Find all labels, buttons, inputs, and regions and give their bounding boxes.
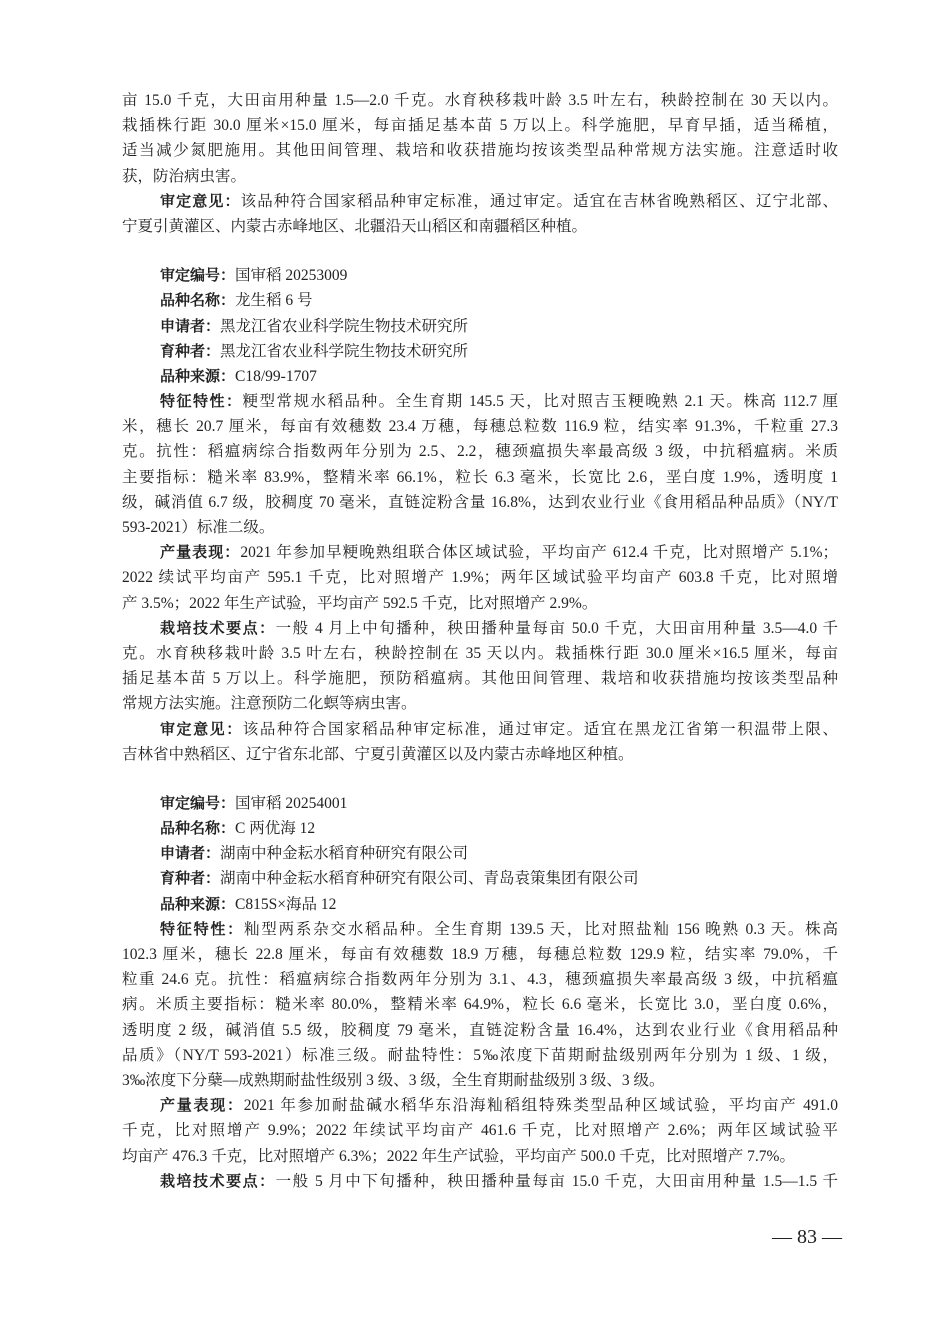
line-text: 该品种符合国家稻品种审定标准，通过审定。适宜在黑龙江省第一积温带上限、 xyxy=(242,720,838,738)
line-text: 病。米质主要指标：糙米率 80.0%，整精米率 64.9%，粒长 6.6 毫米，长宽比 3.0，垩白度 0.6%， xyxy=(122,996,838,1014)
text-line xyxy=(122,164,838,189)
field-label: 申请者： xyxy=(160,844,221,863)
paragraph xyxy=(122,88,838,189)
line-text: 千克，比对照增产 9.9%；2022 年续试平均亩产 461.6 千克，比对照增产 2.6%；两年区域试验平 xyxy=(122,1122,838,1140)
field-value: C18/99-1707 xyxy=(235,367,317,385)
line-text: 米，穗长 20.7 厘米，每亩有效穗数 23.4 万穗，每穗总粒数 116.9 粒，结实率 91.3%，千粒重 27.3 xyxy=(122,418,838,436)
text-line xyxy=(122,591,838,616)
field-value: 湖南中种金耘水稻育种研究有限公司、青岛袁策集团有限公司 xyxy=(220,870,639,888)
text-line xyxy=(122,515,838,540)
field-value: 国审稻 20254001 xyxy=(235,794,348,812)
info-field xyxy=(122,288,838,313)
line-text: 一般 5 月中下旬播种，秧田播种量每亩 15.0 千克，大田亩用种量 1.5—1.5 千 xyxy=(275,1172,838,1190)
line-text: 一般 4 月上中旬播种，秧田播种量每亩 50.0 千克，大田亩用种量 3.5—4.0 千 xyxy=(275,619,838,637)
text-line xyxy=(122,214,838,239)
field-label: 育种者： xyxy=(160,869,221,888)
text-line xyxy=(122,389,838,414)
text-line xyxy=(122,666,838,691)
line-text: 593-2021）标准二级。 xyxy=(122,519,275,536)
paragraph xyxy=(122,189,838,239)
text-line xyxy=(122,742,838,767)
line-text: 吉林省中熟稻区、辽宁省东北部、宁夏引黄灌区以及内蒙古赤峰地区种植。 xyxy=(122,745,634,763)
line-text: 透明度 2 级，碱消值 5.5 级，胶稠度 79 毫米，直链淀粉含量 16.4%，达到农业行业《食用稻品种 xyxy=(122,1021,838,1039)
paragraph-label: 产量表现： xyxy=(160,543,241,562)
line-text: 克。抗性：稻瘟病综合指数两年分别为 2.5、2.2，穗颈瘟损失率最高级 3 级，中抗稻瘟病。米质 xyxy=(122,443,838,461)
info-field xyxy=(122,816,838,841)
info-field xyxy=(122,791,838,816)
text-line xyxy=(122,565,838,590)
paragraph-label: 特征特性： xyxy=(160,919,244,938)
text-line xyxy=(122,113,838,138)
field-label: 审定编号： xyxy=(160,793,236,812)
field-label: 育种者： xyxy=(160,341,221,360)
paragraph-label: 产量表现： xyxy=(160,1096,244,1115)
text-line xyxy=(122,1068,838,1093)
page-number: — 83 — xyxy=(772,1226,842,1248)
variety-entry xyxy=(122,88,838,239)
info-field xyxy=(122,892,838,917)
line-text: 2021 年参加耐盐碱水稻华东沿海籼稻组特殊类型品种区域试验，平均亩产 491.0 xyxy=(243,1097,838,1115)
line-text: 亩 15.0 千克，大田亩用种量 1.5—2.0 千克。水育秧移栽叶龄 3.5 叶左右，秧龄控制在 30 天以内。 xyxy=(122,92,838,109)
text-line xyxy=(122,641,838,666)
field-label: 品种名称： xyxy=(160,819,236,838)
info-field xyxy=(122,263,838,288)
field-label: 审定编号： xyxy=(160,266,236,285)
text-line xyxy=(122,189,838,214)
document-body xyxy=(122,88,838,1194)
line-text: 主要指标：糙米率 83.9%，整精米率 66.1%，粒长 6.3 毫米，长宽比 2.6，垩白度 1.9%，透明度 1 xyxy=(122,468,838,486)
text-line xyxy=(122,465,838,490)
field-label: 品种来源： xyxy=(160,366,236,385)
paragraph xyxy=(122,917,838,1093)
line-text: 级，碱消值 6.7 级，胶稠度 70 毫米，直链淀粉含量 16.8%，达到农业行业《食用稻品种品质》（NY/T xyxy=(122,493,838,511)
line-text: 均亩产 476.3 千克，比对照增产 6.3%；2022 年生产试验，平均亩产 500.0 千克，比对照增产 7.7%。 xyxy=(122,1147,795,1165)
field-value: 湖南中种金耘水稻育种研究有限公司 xyxy=(220,845,469,863)
line-text: 籼型两系杂交水稻品种。全生育期 139.5 天，比对照盐籼 156 晚熟 0.3 天。株高 xyxy=(243,920,838,938)
line-text: 栽插株行距 30.0 厘米×15.0 厘米，每亩插足基本苗 5 万以上。科学施肥，早育早插，适当稀植， xyxy=(122,117,838,135)
text-line xyxy=(122,88,838,113)
field-label: 品种来源： xyxy=(160,894,236,913)
text-line xyxy=(122,942,838,967)
paragraph xyxy=(122,616,838,717)
line-text: 常规方法实施。注意预防二化螟等病虫害。 xyxy=(122,695,417,713)
text-line xyxy=(122,691,838,716)
variety-entry xyxy=(122,791,838,1194)
info-field xyxy=(122,314,838,339)
paragraph xyxy=(122,389,838,540)
paragraph-label: 审定意见： xyxy=(160,719,243,738)
text-line xyxy=(122,717,838,742)
line-text: 适当减少氮肥施用。其他田间管理、栽培和收获措施均按该类型品种常规方法实施。注意适时收 xyxy=(122,142,838,160)
line-text: 粳型常规水稻品种。全生育期 145.5 天，比对照吉玉粳晚熟 2.1 天。株高 112.7 厘 xyxy=(242,393,838,411)
text-line xyxy=(122,917,838,942)
line-text: 产 3.5%；2022 年生产试验，平均亩产 592.5 千克，比对照增产 2.9%。 xyxy=(122,594,598,612)
field-label: 品种名称： xyxy=(160,291,236,310)
text-line xyxy=(122,490,838,515)
text-line xyxy=(122,540,838,565)
info-field xyxy=(122,364,838,389)
field-value: 黑龙江省农业科学院生物技术研究所 xyxy=(220,342,469,360)
line-text: 2022 续试平均亩产 595.1 千克，比对照增产 1.9%；两年区域试验平均亩产 603.8 千克，比对照增 xyxy=(122,569,838,587)
text-line xyxy=(122,1018,838,1043)
field-value: 黑龙江省农业科学院生物技术研究所 xyxy=(220,317,469,335)
info-field xyxy=(122,866,838,891)
line-text: 插足基本苗 5 万以上。科学施肥，预防稻瘟病。其他田间管理、栽培和收获措施均按该类型品种 xyxy=(122,670,838,688)
paragraph xyxy=(122,1169,838,1194)
paragraph-label: 审定意见： xyxy=(160,191,241,210)
text-line xyxy=(122,1093,838,1118)
line-text: 粒重 24.6 克。抗性：稻瘟病综合指数两年分别为 3.1、4.3，穗颈瘟损失率最高级 3 级，中抗稻瘟 xyxy=(122,971,838,989)
text-line xyxy=(122,616,838,641)
line-text: 品质》（NY/T 593-2021）标准三级。耐盐特性：5‰浓度下苗期耐盐级别两年分别为 1 级、1 级， xyxy=(122,1046,838,1064)
text-line xyxy=(122,992,838,1017)
text-line xyxy=(122,1144,838,1169)
line-text: 该品种符合国家稻品种审定标准，通过审定。适宜在吉林省晚熟稻区、辽宁北部、 xyxy=(240,192,838,210)
variety-entry xyxy=(122,263,838,767)
info-field xyxy=(122,841,838,866)
paragraph-label: 栽培技术要点： xyxy=(160,1171,276,1190)
paragraph-label: 栽培技术要点： xyxy=(160,618,276,637)
field-value: 国审稻 20253009 xyxy=(235,267,348,285)
line-text: 3‰浓度下分蘖—成熟期耐盐性级别 3 级、3 级，全生育期耐盐级别 3 级、3 级。 xyxy=(122,1071,665,1089)
paragraph xyxy=(122,540,838,616)
field-value: 龙生稻 6 号 xyxy=(235,292,313,310)
paragraph xyxy=(122,717,838,767)
text-line xyxy=(122,1169,838,1194)
line-text: 获，防治病虫害。 xyxy=(122,167,247,185)
info-field xyxy=(122,339,838,364)
field-value: C 两优海 12 xyxy=(235,820,316,838)
text-line xyxy=(122,439,838,464)
text-line xyxy=(122,1118,838,1143)
field-label: 申请者： xyxy=(160,316,221,335)
text-line xyxy=(122,1043,838,1068)
paragraph xyxy=(122,1093,838,1169)
field-value: C815S×海品 12 xyxy=(235,895,337,913)
text-line xyxy=(122,967,838,992)
line-text: 2021 年参加早粳晚熟组联合体区域试验，平均亩产 612.4 千克，比对照增产 5.1%； xyxy=(240,544,838,562)
text-line xyxy=(122,414,838,439)
line-text: 宁夏引黄灌区、内蒙古赤峰地区、北疆沿天山稻区和南疆稻区种植。 xyxy=(122,217,588,235)
paragraph-label: 特征特性： xyxy=(160,392,243,411)
line-text: 克。水育秧移栽叶龄 3.5 叶左右，秧龄控制在 35 天以内。栽插株行距 30.0 厘米×16.5 厘米，每亩 xyxy=(122,644,838,662)
line-text: 102.3 厘米，穗长 22.8 厘米，每亩有效穗数 18.9 万穗，每穗总粒数 129.9 粒，结实率 79.0%，千 xyxy=(122,946,838,963)
text-line xyxy=(122,138,838,163)
